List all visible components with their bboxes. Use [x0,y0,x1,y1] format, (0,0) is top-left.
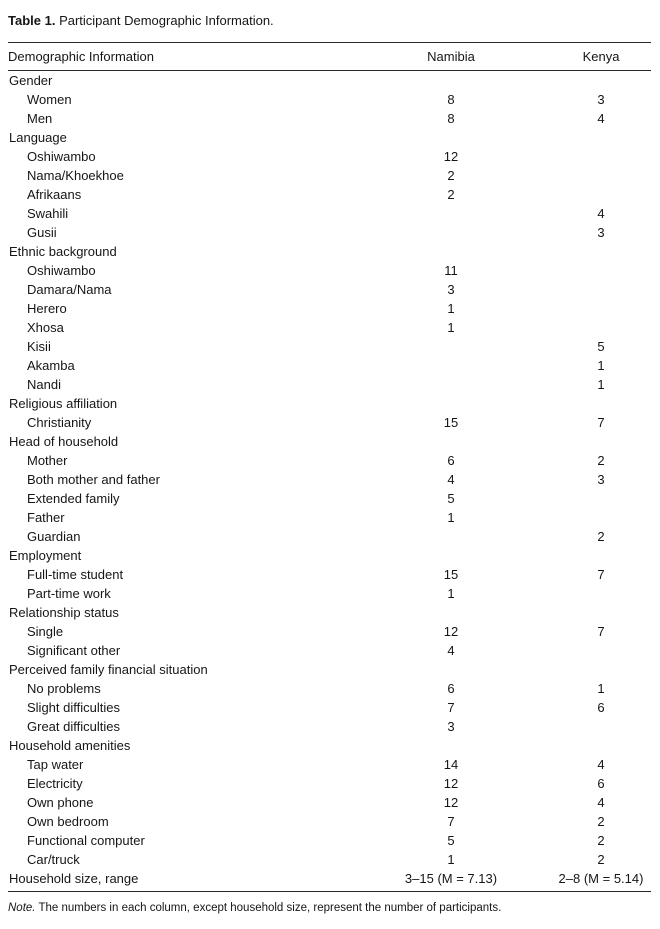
table-body [8,71,651,892]
namibia-value: 1 [447,301,455,316]
namibia-value: 12 [443,149,459,164]
table-row [8,204,651,223]
row-label: Nandi [27,377,61,392]
kenya-value [551,432,651,451]
namibia-value: 1 [447,586,455,601]
namibia-value [351,128,551,147]
row-label: Great difficulties [27,719,120,734]
table-row [8,375,651,394]
namibia-value: 1 [447,510,455,525]
namibia-value: 15 [443,415,459,430]
row-label: Afrikaans [27,187,82,202]
kenya-value [551,299,651,318]
kenya-value: 4 [597,757,605,772]
row-label: Tap water [27,757,84,772]
table-number: Table 1. [8,13,56,28]
kenya-value [551,641,651,660]
namibia-value: 5 [447,833,455,848]
namibia-value: 12 [443,795,459,810]
section-header-row [8,128,651,147]
summary-label: Household size, range [8,869,351,892]
kenya-value [551,318,651,337]
section-header-row [8,394,651,413]
namibia-value [351,356,551,375]
kenya-value: 7 [597,567,605,582]
namibia-value [351,223,551,242]
kenya-value [551,660,651,679]
namibia-value: 6 [447,681,455,696]
row-label: No problems [27,681,101,696]
namibia-value: 3 [447,282,455,297]
summary-row [8,869,651,892]
section-header-row [8,71,651,91]
row-label: Nama/Khoekhoe [27,168,124,183]
namibia-value: 11 [444,263,458,278]
kenya-value [551,242,651,261]
row-label: Guardian [27,529,81,544]
note-label: Note. [8,902,36,914]
demographics-table [8,42,651,892]
table-row [8,109,651,128]
col-header-namibia: Namibia [351,43,551,71]
row-label: Part-time work [27,586,111,601]
kenya-value [551,603,651,622]
row-label: Swahili [27,206,69,221]
table-row [8,280,651,299]
table-row [8,698,651,717]
kenya-value: 3 [597,225,605,240]
kenya-value: 6 [597,700,605,715]
row-label: Full-time student [27,567,124,582]
row-label: Slight difficulties [27,700,120,715]
table-row [8,679,651,698]
namibia-value [351,71,551,91]
table-row [8,584,651,603]
kenya-value [551,584,651,603]
row-label: Akamba [27,358,75,373]
section-label: Employment [9,548,82,563]
kenya-value: 1 [597,377,605,392]
row-label: Both mother and father [27,472,160,487]
namibia-value [351,660,551,679]
namibia-value: 1 [447,320,455,335]
kenya-value: 3 [597,472,605,487]
kenya-value [551,147,651,166]
namibia-value: 4 [447,472,455,487]
section-header-row [8,660,651,679]
row-label: Extended family [27,491,120,506]
namibia-value: 12 [443,776,459,791]
kenya-value: 2 [597,453,605,468]
namibia-value: 6 [447,453,455,468]
row-label: Kisii [27,339,51,354]
kenya-value [551,261,651,280]
kenya-value: 2 [597,852,605,867]
table-row [8,413,651,432]
row-label: Oshiwambo [27,263,96,278]
section-label: Gender [9,73,53,88]
kenya-value: 5 [597,339,605,354]
col-header-demographic-information: Demographic Information [8,43,351,71]
kenya-value [551,489,651,508]
namibia-value [351,204,551,223]
table-row [8,508,651,527]
kenya-value [551,546,651,565]
namibia-value [351,394,551,413]
kenya-value: 2 [597,814,605,829]
kenya-value: 4 [597,111,605,126]
kenya-value: 1 [597,681,605,696]
namibia-value: 15 [443,567,459,582]
kenya-value [551,508,651,527]
table-row [8,622,651,641]
namibia-value [351,527,551,546]
kenya-value [551,71,651,91]
section-label: Perceived family financial situation [9,662,208,677]
row-label: Men [27,111,53,126]
namibia-value: 8 [447,92,455,107]
row-label: Own bedroom [27,814,109,829]
table-caption-text: Participant Demographic Information. [55,13,274,28]
kenya-value [551,717,651,736]
kenya-value: 3 [597,92,605,107]
row-label: Oshiwambo [27,149,96,164]
table-caption [8,13,651,29]
kenya-value [551,394,651,413]
kenya-value [551,280,651,299]
kenya-value: 4 [597,795,605,810]
namibia-value: 8 [447,111,455,126]
namibia-value [351,337,551,356]
namibia-value [351,432,551,451]
namibia-value: 2 [447,168,455,183]
namibia-value: 3–15 (M = 7.13) [351,869,551,892]
table-row [8,489,651,508]
namibia-value [351,736,551,755]
table-row [8,356,651,375]
table-row [8,470,651,489]
row-label: Gusii [27,225,57,240]
section-label: Household amenities [9,738,131,753]
kenya-value: 2–8 (M = 5.14) [551,869,651,892]
namibia-value: 5 [447,491,455,506]
table-row [8,755,651,774]
namibia-value: 12 [443,624,459,639]
table-row [8,793,651,812]
kenya-value: 7 [597,624,605,639]
kenya-value: 2 [597,833,605,848]
section-header-row [8,546,651,565]
header-row [8,43,651,71]
namibia-value: 7 [447,700,455,715]
row-label: Women [27,92,72,107]
namibia-value: 7 [447,814,455,829]
row-label: Significant other [27,643,121,658]
kenya-value: 6 [597,776,605,791]
kenya-value: 1 [597,358,605,373]
table-row [8,831,651,850]
table-row [8,261,651,280]
section-label: Relationship status [9,605,119,620]
namibia-value: 2 [447,187,455,202]
kenya-value [551,736,651,755]
table-row [8,850,651,869]
namibia-value [351,546,551,565]
row-label: Mother [27,453,68,468]
section-label: Ethnic background [9,244,117,259]
row-label: Xhosa [27,320,64,335]
section-header-row [8,242,651,261]
row-label: Single [27,624,64,639]
table-row [8,90,651,109]
kenya-value [551,166,651,185]
row-label: Functional computer [27,833,145,848]
namibia-value [351,242,551,261]
table-row [8,147,651,166]
table-note [8,901,651,915]
kenya-value [551,185,651,204]
note-text: The numbers in each column, except household size, represent the number of participants. [35,902,502,914]
row-label: Damara/Nama [27,282,112,297]
table-row [8,527,651,546]
namibia-value: 1 [447,852,455,867]
namibia-value: 4 [447,643,455,658]
section-header-row [8,603,651,622]
namibia-value [351,603,551,622]
table-row [8,337,651,356]
table-row [8,318,651,337]
table-row [8,812,651,831]
table-row [8,223,651,242]
table-row [8,299,651,318]
table-row [8,717,651,736]
table-row [8,774,651,793]
col-header-kenya: Kenya [551,43,651,71]
section-label: Religious affiliation [9,396,118,411]
table-row [8,565,651,584]
namibia-value: 14 [443,757,459,772]
table-row [8,166,651,185]
row-label: Own phone [27,795,94,810]
section-label: Language [9,130,67,145]
section-header-row [8,736,651,755]
kenya-value [551,128,651,147]
kenya-value: 7 [597,415,605,430]
namibia-value [351,375,551,394]
row-label: Electricity [27,776,83,791]
section-header-row [8,432,651,451]
section-label: Head of household [9,434,119,449]
row-label: Herero [27,301,67,316]
row-label: Car/truck [27,852,80,867]
table-row [8,641,651,660]
table-row [8,451,651,470]
kenya-value: 4 [597,206,605,221]
row-label: Father [27,510,65,525]
namibia-value: 3 [447,719,455,734]
kenya-value: 2 [597,529,605,544]
row-label: Christianity [27,415,92,430]
table-row [8,185,651,204]
